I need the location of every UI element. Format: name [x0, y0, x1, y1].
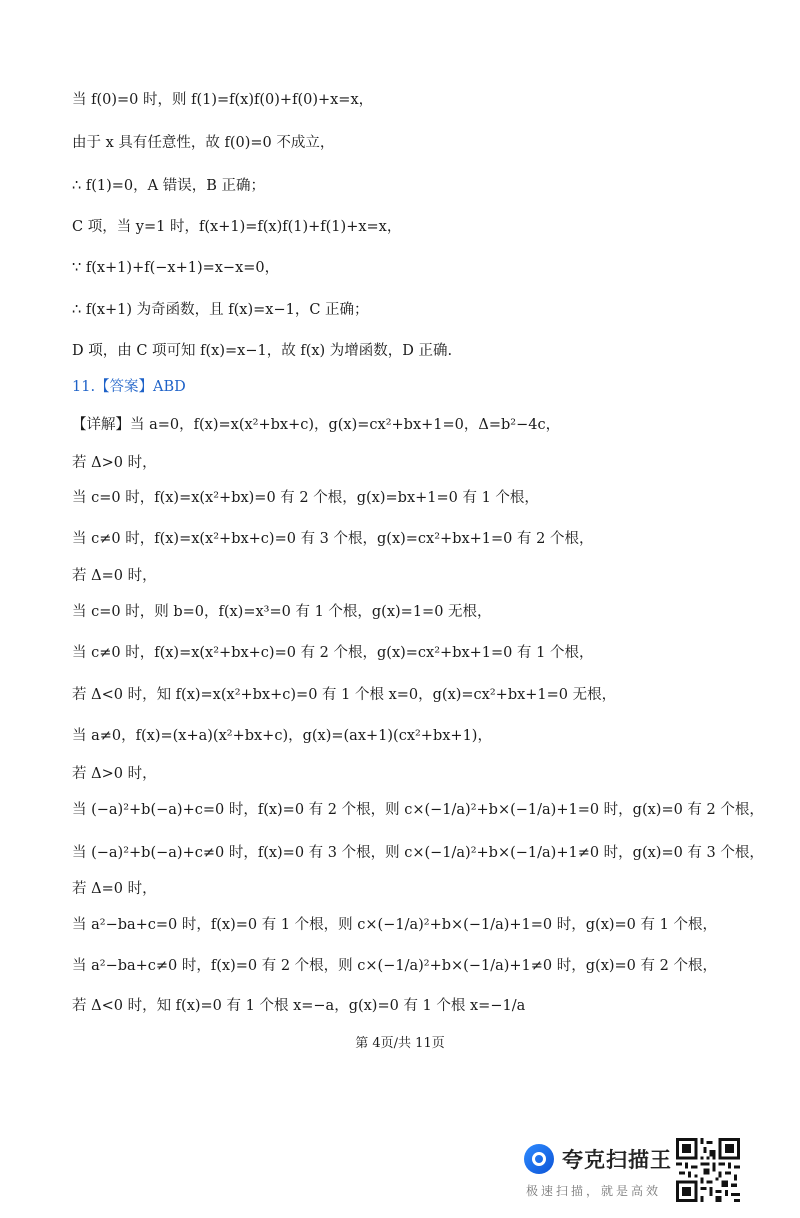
text-line: 若 Δ>0 时，: [72, 766, 157, 782]
page-number: 第 4页/共 11页: [355, 1036, 445, 1051]
text-line: 当 a≠0，f(x)=(x+a)(x²+bx+c)，g(x)=(ax+1)(cx²+bx+1)，: [72, 728, 492, 744]
brand-slogan: 极速扫描，就是高效: [526, 1184, 662, 1198]
text-line: 当 c≠0 时，f(x)=x(x²+bx+c)=0 有 2 个根，g(x)=cx²+bx+1=0 有 1 个根，: [72, 645, 594, 661]
text-line: 若 Δ>0 时，: [72, 455, 157, 471]
text-line: 当 c=0 时，f(x)=x(x²+bx)=0 有 2 个根，g(x)=bx+1=0 有 1 个根，: [72, 490, 539, 506]
text-line: C 项，当 y=1 时，f(x+1)=f(x)f(1)+f(1)+x=x，: [72, 219, 402, 235]
text-line: ∴ f(x+1) 为奇函数，且 f(x)=x−1，C 正确；: [72, 302, 369, 318]
text-line: 当 (−a)²+b(−a)+c=0 时，f(x)=0 有 2 个根，则 c×(−1/a)²+b×(−1/a)+1=0 时，g(x)=0 有 2 个根，: [72, 802, 764, 818]
text-line: D 项，由 C 项可知 f(x)=x−1，故 f(x) 为增函数，D 正确.: [72, 343, 453, 359]
text-line: ∵ f(x+1)+f(−x+1)=x−x=0，: [72, 260, 280, 276]
quark-logo-icon: [524, 1144, 554, 1174]
answer-heading: 11.【答案】ABD: [72, 379, 186, 395]
text-line: 由于 x 具有任意性，故 f(0)=0 不成立，: [72, 135, 335, 151]
text-line: 当 a²−ba+c=0 时，f(x)=0 有 1 个根，则 c×(−1/a)²+b×(−1/a)+1=0 时，g(x)=0 有 1 个根，: [72, 917, 717, 933]
text-line: 当 c=0 时，则 b=0，f(x)=x³=0 有 1 个根，g(x)=1=0 无根，: [72, 604, 492, 620]
text-line: 当 c≠0 时，f(x)=x(x²+bx+c)=0 有 3 个根，g(x)=cx²+bx+1=0 有 2 个根，: [72, 531, 594, 547]
text-line: ∴ f(1)=0，A 错误，B 正确；: [72, 178, 265, 194]
text-line: 当 a²−ba+c≠0 时，f(x)=0 有 2 个根，则 c×(−1/a)²+b×(−1/a)+1≠0 时，g(x)=0 有 2 个根，: [72, 958, 717, 974]
text-line: 若 Δ<0 时，知 f(x)=x(x²+bx+c)=0 有 1 个根 x=0，g(x)=cx²+bx+1=0 无根，: [72, 687, 617, 703]
qr-code-icon: [676, 1138, 740, 1202]
text-line: 若 Δ<0 时，知 f(x)=0 有 1 个根 x=−a，g(x)=0 有 1 个根 x=−1/a: [72, 998, 526, 1014]
brand-name: 夸克扫描王: [562, 1148, 672, 1172]
text-line: 若 Δ=0 时，: [72, 568, 157, 584]
text-line: 当 (−a)²+b(−a)+c≠0 时，f(x)=0 有 3 个根，则 c×(−1/a)²+b×(−1/a)+1≠0 时，g(x)=0 有 3 个根，: [72, 845, 764, 861]
text-line: 【详解】当 a=0，f(x)=x(x²+bx+c)，g(x)=cx²+bx+1=0，Δ=b²−4c，: [72, 417, 561, 433]
text-line: 若 Δ=0 时，: [72, 881, 157, 897]
text-line: 当 f(0)=0 时，则 f(1)=f(x)f(0)+f(0)+x=x，: [72, 92, 374, 108]
